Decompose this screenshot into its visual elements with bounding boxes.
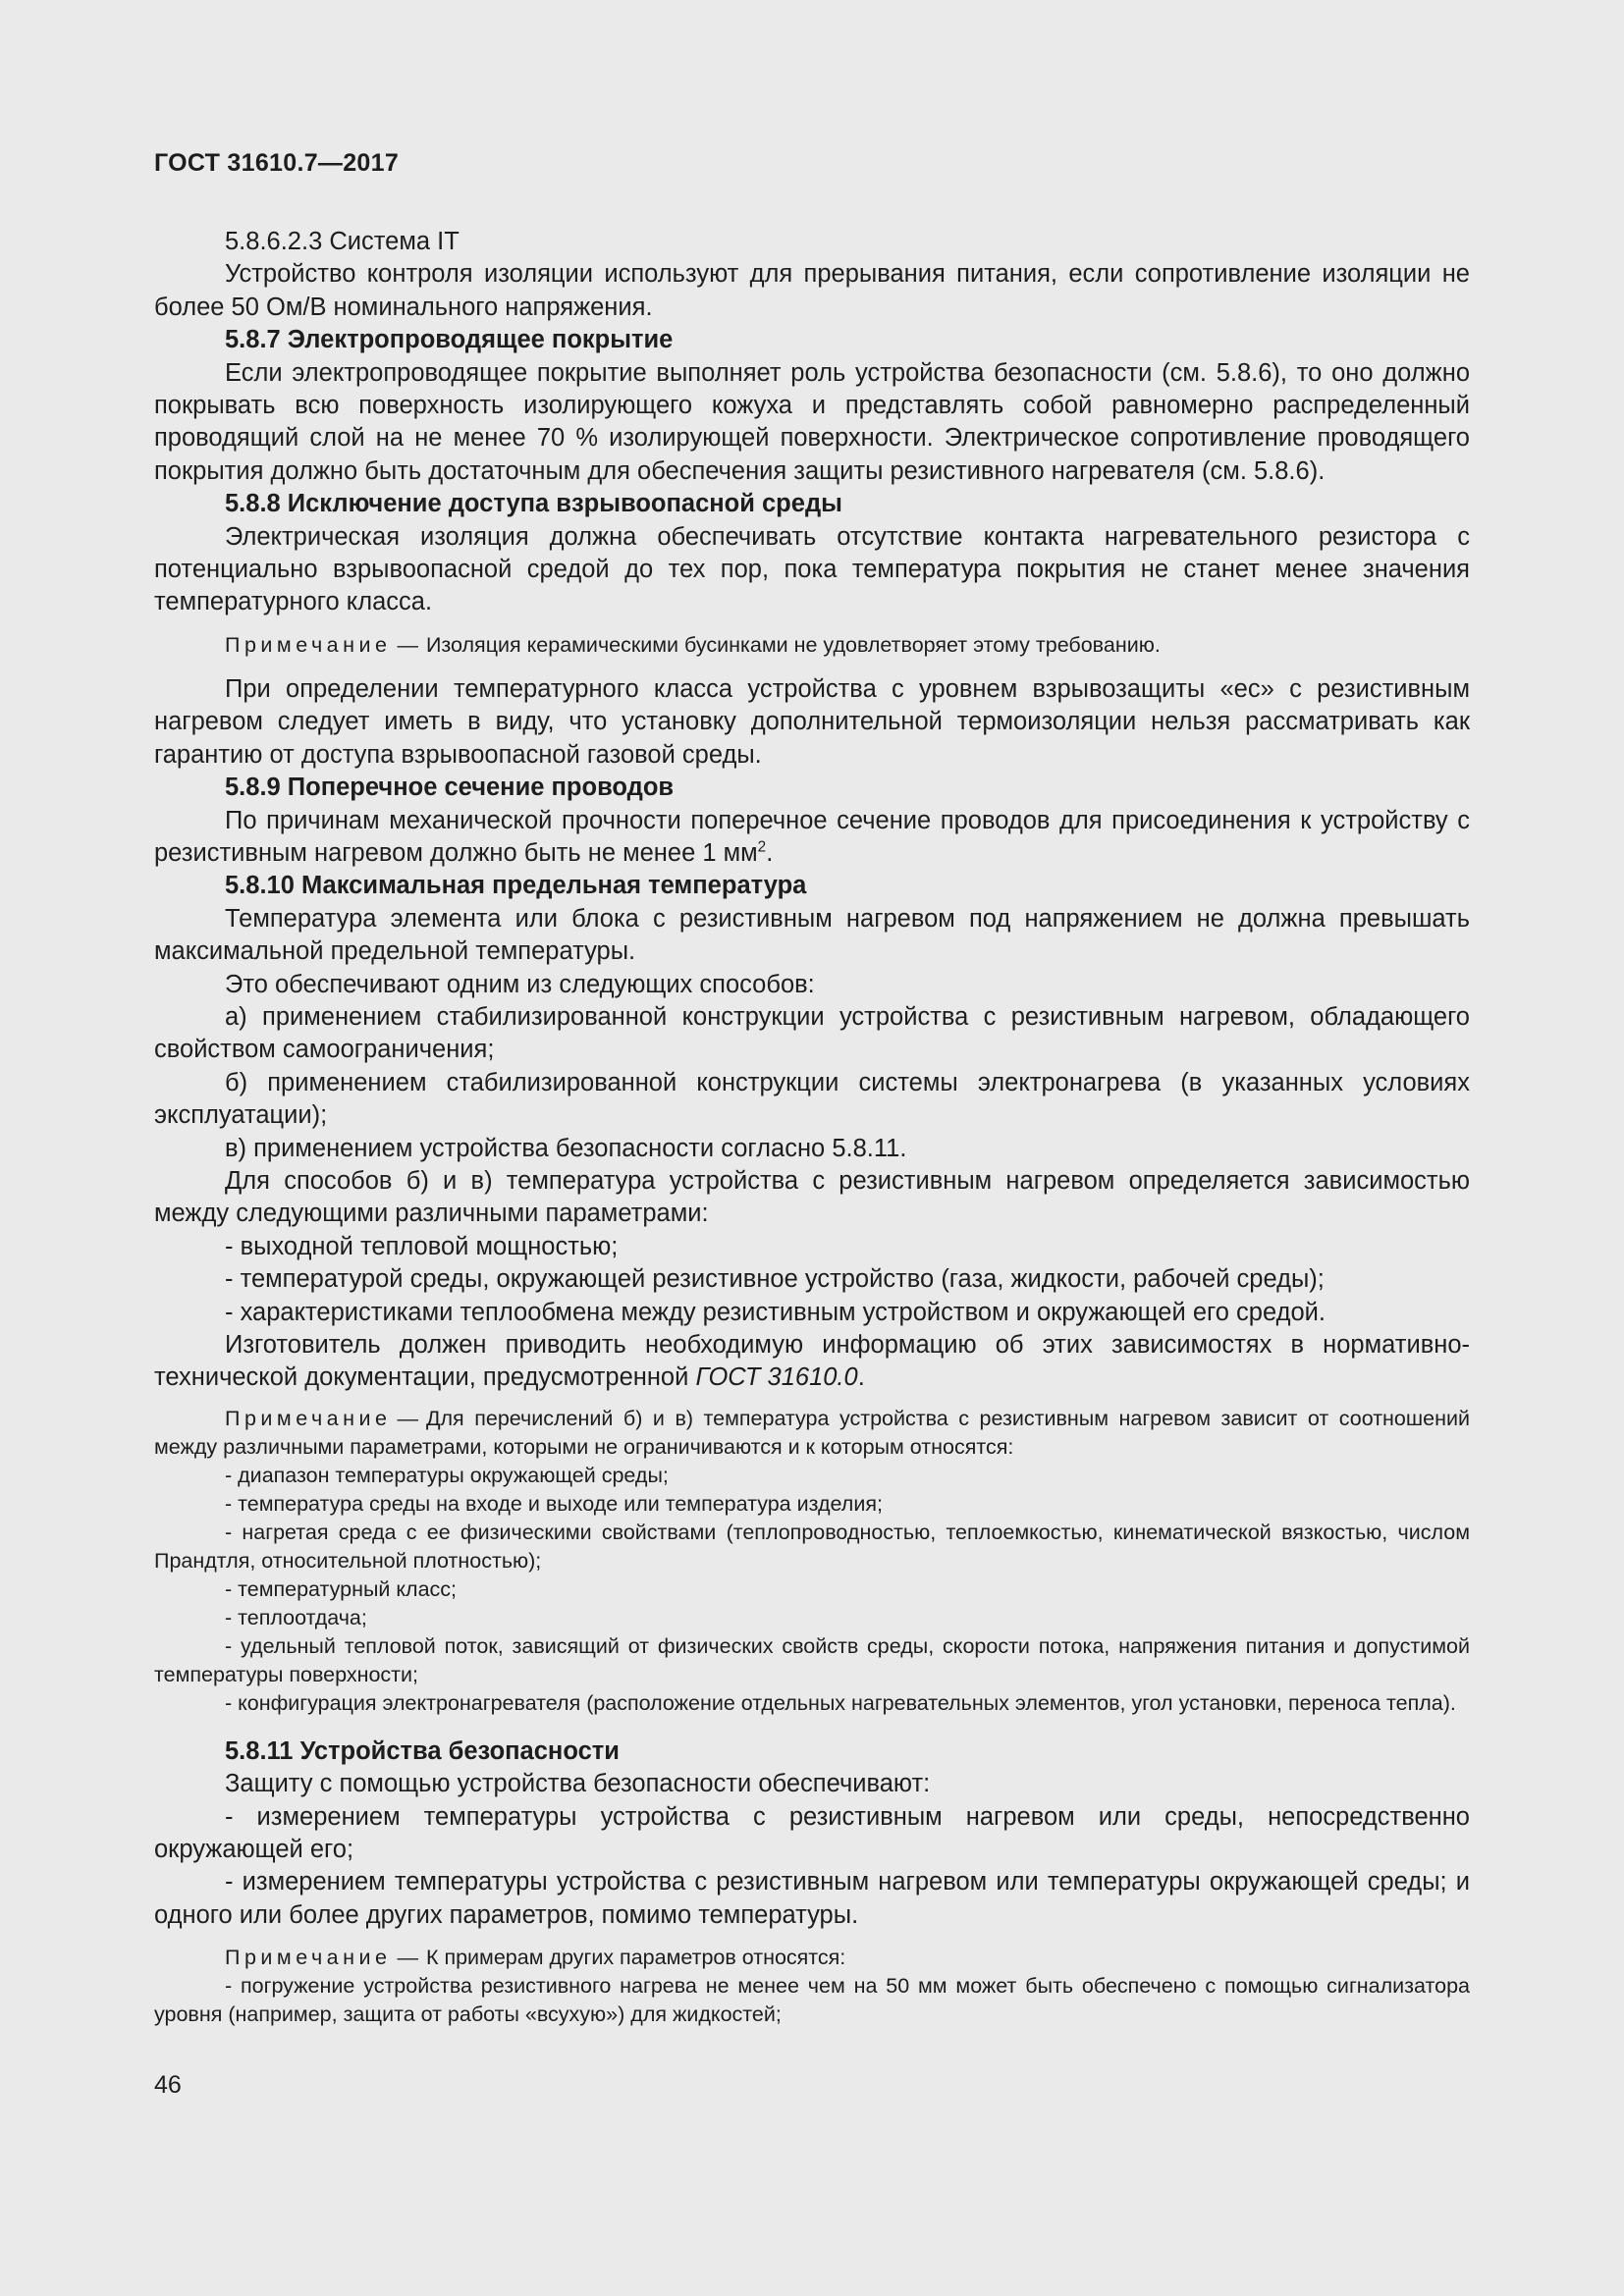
note-list-item: - диапазон температуры окружающей среды; xyxy=(225,1463,669,1487)
standard-reference: ГОСТ 31610.0 xyxy=(695,1363,858,1392)
list-item: в) применением устройства безопасности согласно 5.8.11. xyxy=(225,1134,907,1162)
note-dash: — xyxy=(397,1946,418,1970)
note-text: Изоляция керамическими бусинками не удовлетворяет этому требованию. xyxy=(425,632,1161,657)
note-block xyxy=(154,631,1470,660)
paragraph: Защиту с помощью устройства безопасности обеспечивают: xyxy=(225,1770,931,1798)
page-number: 46 xyxy=(154,2071,182,2099)
list-item: - измерением температуры устройства с резистивным нагревом или среды, непосредственно окружающей его; xyxy=(154,1802,1470,1864)
paragraph xyxy=(154,805,1470,871)
list-item: - выходной тепловой мощностью; xyxy=(225,1232,619,1260)
note-paragraph xyxy=(154,631,1470,660)
paragraph-end: . xyxy=(857,1363,865,1392)
paragraph: При определении температурного класса устройства с уровнем взрывозащиты «ec» с резистивным нагревом следует иметь в виду, что установку дополнительной термоизоляции нельзя рассматривать как гарантию от доступа взрывоопасной газовой среды. xyxy=(154,674,1470,769)
list-item: - измерением температуры устройства с резистивным нагревом или температуры окружающей среды; и одного или более других параметров, помимо температуры. xyxy=(154,1868,1470,1929)
paragraph-5-8-6-2-3-title: 5.8.6.2.3 Система IT xyxy=(225,228,460,255)
note-text: К примерам других параметров относятся: xyxy=(425,1946,846,1970)
paragraph: Для способов б) и в) температура устройства с резистивным нагревом определяется зависимостью между следующими различными параметрами: xyxy=(154,1166,1470,1228)
section-heading-5-8-11: 5.8.11 Устройства безопасности xyxy=(225,1736,620,1765)
list-item: а) применением стабилизированной конструкции устройства с резистивным нагревом, обладающего свойством самоограничения; xyxy=(154,1002,1470,1064)
list-item: - температурой среды, окружающей резистивное устройство (газа, жидкости, рабочей среды); xyxy=(225,1265,1325,1294)
section-heading-5-8-10: 5.8.10 Максимальная предельная температура xyxy=(225,872,807,900)
note-text: Для перечислений б) и в) температура устройства с резистивным нагревом зависит от соотношений между различными параметрами, которыми не ограничиваются и к которым относятся: xyxy=(154,1406,1470,1459)
note-label: Примечание xyxy=(225,1946,392,1970)
section-heading-5-8-9: 5.8.9 Поперечное сечение проводов xyxy=(225,774,675,802)
document-header: ГОСТ 31610.7—2017 xyxy=(154,149,400,177)
paragraph: Если электропроводящее покрытие выполняет роль устройства безопасности (см. 5.8.6), то оно должно покрывать всю поверхность изолирующего кожуха и представлять собой равномерно распределенный проводящий слой на не менее 70 % изолирующей поверхности. Электрическое сопротивление проводящего покрытия должно быть достаточным для обеспечения защиты резистивного нагревателя (см. 5.8.6). xyxy=(154,358,1470,485)
note-list-item: - погружение устройства резистивного нагрева не менее чем на 50 мм может быть обеспечено с помощью сигнализатора уровня (например, защита от работы «всухую») для жидкостей; xyxy=(154,1974,1470,2027)
note-list-item: - нагретая среда с ее физическими свойствами (теплопроводностью, теплоемкостью, кинематической вязкостью, числом Прандтля, относительной плотностью); xyxy=(154,1520,1470,1573)
section-heading-5-8-8: 5.8.8 Исключение доступа взрывоопасной среды xyxy=(225,490,842,518)
paragraph: Устройство контроля изоляции используют для прерывания питания, если сопротивление изоляции не более 50 Ом/В номинального напряжения. xyxy=(154,260,1470,321)
paragraph: Температура элемента или блока с резистивным нагревом под напряжением не должна превышать максимальной предельной температуры. xyxy=(154,904,1470,966)
note-label: Примечание xyxy=(225,1406,392,1430)
paragraph-text: Изготовитель должен приводить необходимую информацию об этих зависимостях в нормативно-технической документации, предусмотренной xyxy=(154,1331,1470,1392)
note-dash: — xyxy=(397,632,418,657)
section-heading-5-8-7: 5.8.7 Электропроводящее покрытие xyxy=(225,326,674,354)
superscript: 2 xyxy=(757,838,767,856)
note-paragraph xyxy=(154,1405,1470,1462)
note-list-item: - конфигурация электронагревателя (расположение отдельных нагревательных элементов, угол установки, переноса тепла). xyxy=(225,1690,1456,1715)
note-label: Примечание xyxy=(225,632,392,657)
note-block xyxy=(154,1405,1470,1718)
paragraph-text: По причинам механической прочности поперечное сечение проводов для присоединения к устройству с резистивным нагревом должно быть не менее 1 мм xyxy=(154,806,1470,867)
note-list-item: - температурный класс; xyxy=(225,1576,458,1601)
paragraph: Это обеспечивают одним из следующих способов: xyxy=(225,970,815,998)
paragraph: Электрическая изоляция должна обеспечивать отсутствие контакта нагревательного резистора с потенциально взрывоопасной средой до тех пор, пока температура покрытия не станет менее значения температурного класса. xyxy=(154,522,1470,616)
note-block xyxy=(154,1944,1470,2029)
paragraph xyxy=(154,1329,1470,1395)
note-dash: — xyxy=(397,1406,418,1430)
note-list-item: - теплоотдача; xyxy=(225,1605,367,1629)
list-item: б) применением стабилизированной конструкции системы электронагрева (в указанных условиях эксплуатации); xyxy=(154,1068,1470,1130)
note-list-item: - температура среды на входе и выходе или температура изделия; xyxy=(225,1491,883,1516)
paragraph-end: . xyxy=(766,838,774,867)
page-content xyxy=(154,226,1470,2029)
note-list-item: - удельный тепловой поток, зависящий от физических свойств среды, скорости потока, напряжения питания и допустимой температуры поверхности; xyxy=(154,1633,1470,1686)
note-paragraph xyxy=(154,1944,1470,1972)
list-item: - характеристиками теплообмена между резистивным устройством и окружающей его средой. xyxy=(225,1298,1326,1326)
